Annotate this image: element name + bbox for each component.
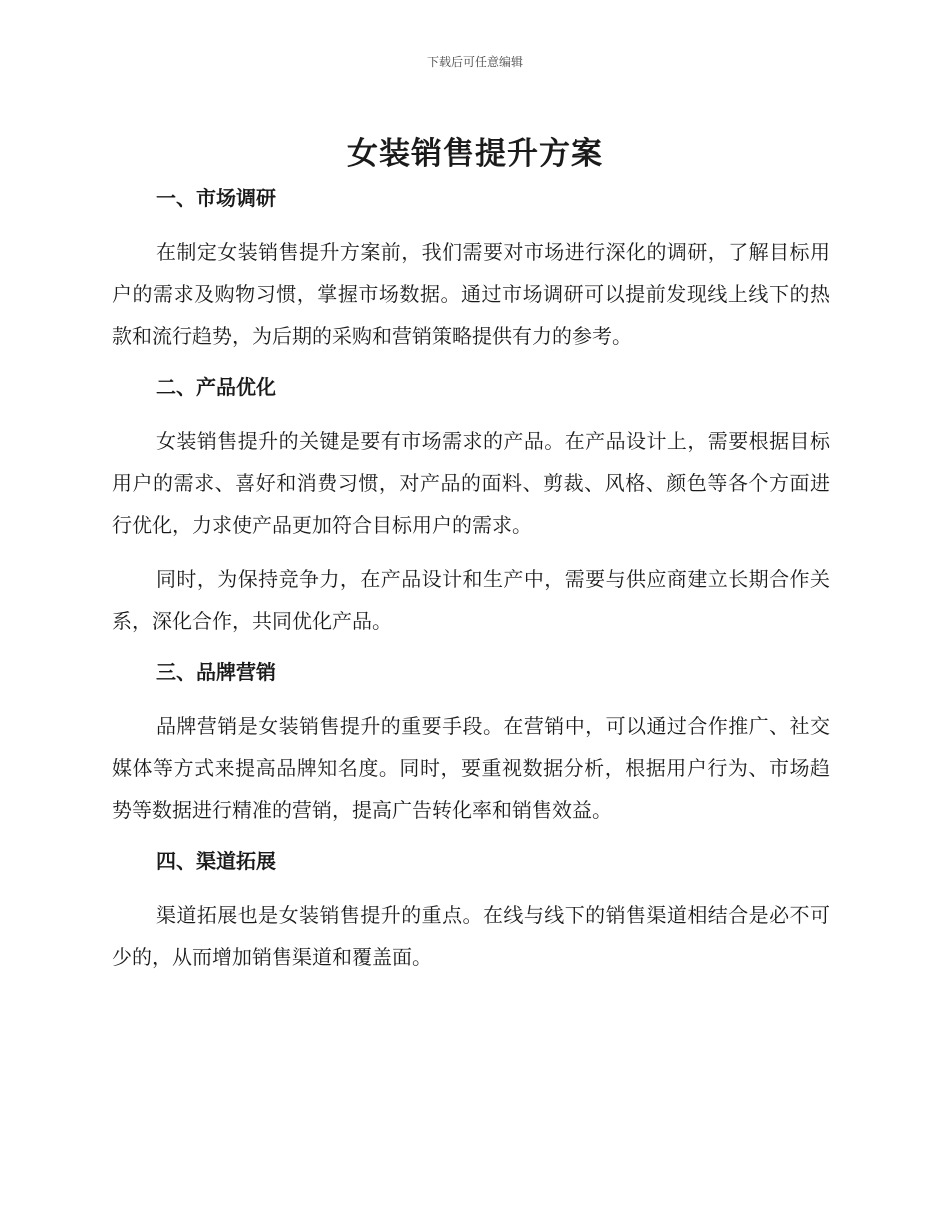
document-body xyxy=(112,180,830,990)
paragraph: 女装销售提升的关键是要有市场需求的产品。在产品设计上，需要根据目标用户的需求、喜好和消费习惯，对产品的面料、剪裁、风格、颜色等各个方面进行优化，力求使产品更加符合目标用户的需求。 xyxy=(112,429,830,537)
paragraph: 同时，为保持竞争力，在产品设计和生产中，需要与供应商建立长期合作关系，深化合作，共同优化产品。 xyxy=(112,567,830,633)
section-channel-expansion xyxy=(112,843,830,978)
section-heading: 一、市场调研 xyxy=(156,186,276,210)
paragraph: 品牌营销是女装销售提升的重要手段。在营销中，可以通过合作推广、社交媒体等方式来提高品牌知名度。同时，要重视数据分析，根据用户行为、市场趋势等数据进行精准的营销，提高广告转化率和销售效益。 xyxy=(112,714,830,822)
section-product-optimization xyxy=(112,369,830,642)
document-title: 女装销售提升方案 xyxy=(347,136,603,172)
section-brand-marketing xyxy=(112,654,830,831)
section-heading: 二、产品优化 xyxy=(156,375,276,399)
section-heading: 四、渠道拓展 xyxy=(156,849,276,873)
section-market-research xyxy=(112,180,830,357)
paragraph: 渠道拓展也是女装销售提升的重点。在线与线下的销售渠道相结合是必不可少的，从而增加销售渠道和覆盖面。 xyxy=(112,903,830,969)
page-header-note: 下载后可任意编辑 xyxy=(426,55,523,69)
section-heading: 三、品牌营销 xyxy=(156,660,276,684)
paragraph: 在制定女装销售提升方案前，我们需要对市场进行深化的调研，了解目标用户的需求及购物习惯，掌握市场数据。通过市场调研可以提前发现线上线下的热款和流行趋势，为后期的采购和营销策略提供有力的参考。 xyxy=(112,240,830,348)
